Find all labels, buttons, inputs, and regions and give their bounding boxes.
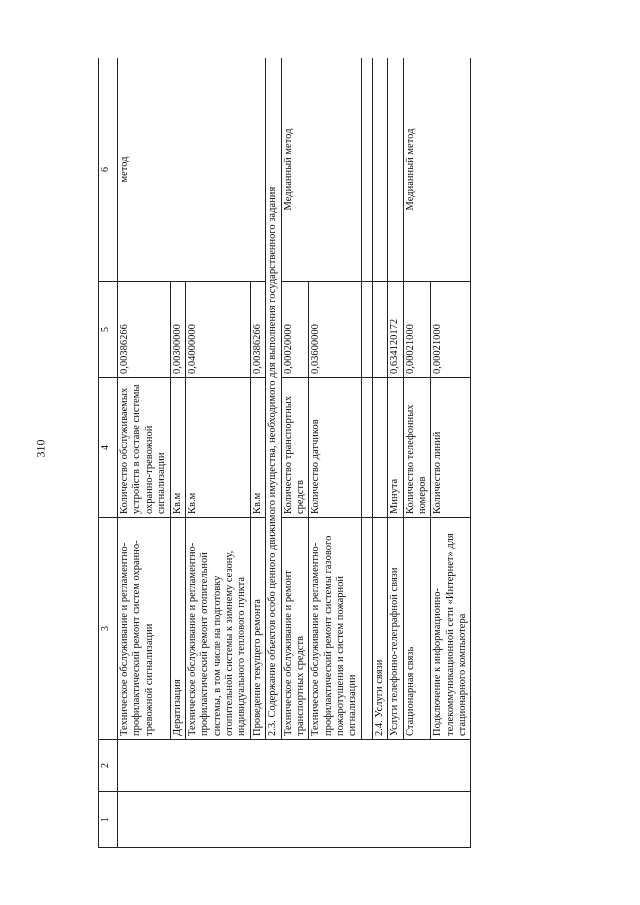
cell-col2 — [118, 740, 471, 792]
section-row — [372, 58, 387, 848]
unit: Кв.м — [185, 378, 250, 518]
norm-value: 0,04000000 — [185, 282, 250, 378]
unit: Кв.м — [170, 378, 185, 518]
spacer-row — [361, 58, 372, 848]
cell-col1 — [118, 792, 471, 848]
service-name: Стационарная связь — [403, 518, 431, 740]
method: Медианный метод — [281, 58, 361, 282]
section-row — [266, 58, 281, 848]
method: метод — [118, 58, 266, 282]
page-number: 310 — [33, 439, 48, 458]
unit: Количество транспортных средств — [281, 378, 309, 518]
section-heading: 2.4. Услуги связи — [372, 518, 387, 740]
service-name: Проведение текущего ремонта — [250, 518, 265, 740]
unit: Кв.м — [250, 378, 265, 518]
header-col-4: 4 — [99, 378, 118, 518]
norm-value: 0,634120172 — [388, 282, 403, 378]
header-col-1: 1 — [99, 792, 118, 848]
table-frame — [98, 58, 550, 848]
unit: Количество датчиков — [309, 378, 362, 518]
unit: Количество телефонных номеров — [403, 378, 431, 518]
unit: Количество обслуживаемых устройств в составе системы охранно-тревожной сигнализации — [118, 378, 171, 518]
header-col-2: 2 — [99, 740, 118, 792]
table-row — [118, 58, 171, 848]
service-name: Техническое обслуживание и регламентно-профилактический ремонт отопительной системы, в том числе на подготовку отопительной системы к зимнему сезону, индивидуального теплового пункта — [185, 518, 250, 740]
header-col-3: 3 — [99, 518, 118, 740]
service-name: Услуги телефонно-телеграфной связи — [388, 518, 403, 740]
header-row — [99, 58, 118, 848]
table-row — [403, 58, 431, 848]
service-name: Техническое обслуживание и регламентно-профилактический ремонт системы газового пожаротушения и систем пожарной сигнализации — [309, 518, 362, 740]
norm-value: 0,00386266 — [118, 282, 171, 378]
table-row — [281, 58, 309, 848]
norm-value: 0,00300000 — [170, 282, 185, 378]
norm-value: 0,00386266 — [250, 282, 265, 378]
method: Медианный метод — [403, 58, 471, 282]
header-col-5: 5 — [99, 282, 118, 378]
norm-value: 0,03600000 — [309, 282, 362, 378]
rotated-sheet — [98, 58, 550, 848]
norm-value: 0,00021000 — [403, 282, 431, 378]
service-name: Подключение к информационно-телекоммуникационной сети «Интернет» для стационарного компьютера — [431, 518, 471, 740]
norm-value: 0,00021000 — [431, 282, 471, 378]
unit: Минута — [388, 378, 403, 518]
header-col-6: 6 — [99, 58, 118, 282]
cost-norms-table — [98, 58, 471, 848]
service-name: Техническое обслуживание и регламентно-профилактический ремонт систем охранно-тревожной сигнализации — [118, 518, 171, 740]
section-heading: 2.3. Содержание объектов особо ценного движимого имущества, необходимого для выполнения государственного задания — [266, 58, 281, 740]
service-name: Дератизация — [170, 518, 185, 740]
table-row — [388, 58, 403, 848]
norm-value: 0,00020000 — [281, 282, 309, 378]
unit: Количество линий — [431, 378, 471, 518]
service-name: Техническое обслуживание и ремонт транспортных средств — [281, 518, 309, 740]
